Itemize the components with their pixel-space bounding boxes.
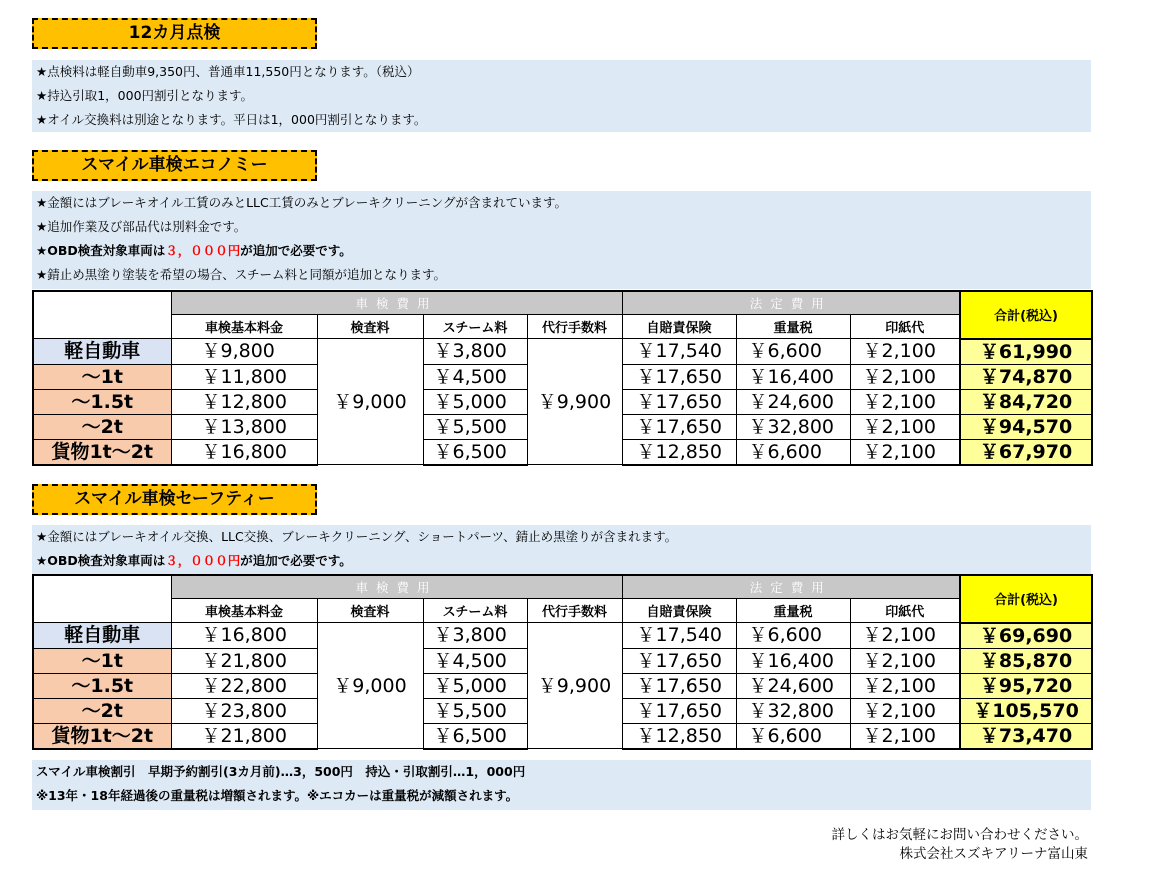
cell-agency: ￥9,900 <box>527 623 622 749</box>
row-label: 貨物1t～2t <box>33 723 171 749</box>
cell-steam: ￥5,500 <box>423 414 527 439</box>
economy-price-table <box>32 290 1093 466</box>
discount-line: ※13年・18年経過後の重量税は増額されます。※エコカーは重量税が減額されます。 <box>36 788 519 803</box>
note-line: ★オイル交換料は別途となります。平日は1，000円割引となります。 <box>36 112 427 127</box>
notes-discount <box>32 760 1091 810</box>
row-label: ～1.5t <box>33 389 171 414</box>
note-line: ★追加作業及び部品代は別料金です。 <box>36 219 247 234</box>
discount-line: スマイル車検割引 早期予約割引(3カ月前)…3，500円 持込・引取割引…1，000円 <box>36 764 526 779</box>
cell-base: ￥9,800 <box>171 339 317 365</box>
cell-stamp: ￥2,100 <box>850 673 960 698</box>
cell-total: ￥69,690 <box>960 623 1092 649</box>
cell-stamp: ￥2,100 <box>850 623 960 649</box>
cell-weight: ￥6,600 <box>736 623 850 649</box>
cell-jibai: ￥17,650 <box>622 364 736 389</box>
col-header: 代行手数料 <box>527 599 622 623</box>
note-line: ★錆止め黒塗り塗装を希望の場合、スチーム料と同額が追加となります。 <box>36 267 446 282</box>
cell-stamp: ￥2,100 <box>850 648 960 673</box>
note-line: ★金額にはブレーキオイル工賃のみとLLC工賃のみとブレーキクリーニングが含まれています。 <box>36 195 567 210</box>
cell-weight: ￥6,600 <box>736 723 850 749</box>
col-header: スチーム料 <box>423 315 527 339</box>
col-header: 印紙代 <box>850 599 960 623</box>
row-label: ～1t <box>33 648 171 673</box>
group-header-inspection-fees: 車検費用 <box>171 575 622 599</box>
col-header: 車検基本料金 <box>171 599 317 623</box>
cell-base: ￥11,800 <box>171 364 317 389</box>
cell-weight: ￥6,600 <box>736 339 850 365</box>
cell-steam: ￥4,500 <box>423 648 527 673</box>
cell-total: ￥85,870 <box>960 648 1092 673</box>
cell-base: ￥12,800 <box>171 389 317 414</box>
cell-stamp: ￥2,100 <box>850 389 960 414</box>
cell-steam: ￥3,800 <box>423 339 527 365</box>
cell-stamp: ￥2,100 <box>850 723 960 749</box>
cell-steam: ￥5,000 <box>423 389 527 414</box>
row-label: 軽自動車 <box>33 623 171 649</box>
cell-total: ￥95,720 <box>960 673 1092 698</box>
table-row <box>33 339 1092 365</box>
note-obd: ★OBD検査対象車両は３，０００円が追加で必要です。 <box>36 243 352 258</box>
cell-jibai: ￥17,650 <box>622 389 736 414</box>
group-header-legal-fees: 法定費用 <box>622 291 960 315</box>
cell-weight: ￥16,400 <box>736 648 850 673</box>
corner-cell <box>33 575 171 623</box>
cell-stamp: ￥2,100 <box>850 698 960 723</box>
cell-weight: ￥24,600 <box>736 673 850 698</box>
cell-total: ￥94,570 <box>960 414 1092 439</box>
cell-steam: ￥6,500 <box>423 439 527 465</box>
cell-agency: ￥9,900 <box>527 339 622 465</box>
cell-base: ￥21,800 <box>171 723 317 749</box>
notes-economy <box>32 191 1091 289</box>
cell-base: ￥16,800 <box>171 439 317 465</box>
cell-steam: ￥5,000 <box>423 673 527 698</box>
row-label: ～1.5t <box>33 673 171 698</box>
col-header: 検査料 <box>317 315 423 339</box>
cell-weight: ￥6,600 <box>736 439 850 465</box>
total-header: 合計(税込) <box>960 575 1092 623</box>
cell-total: ￥61,990 <box>960 339 1092 365</box>
note-line: ★金額にはブレーキオイル交換、LLC交換、ブレーキクリーニング、ショートパーツ、錆止め黒塗りが含まれます。 <box>36 529 678 544</box>
col-header: 自賠責保険 <box>622 315 736 339</box>
cell-stamp: ￥2,100 <box>850 339 960 365</box>
cell-jibai: ￥17,650 <box>622 698 736 723</box>
section-title-safety: スマイル車検セーフティー <box>32 484 317 515</box>
col-header: 印紙代 <box>850 315 960 339</box>
table-row <box>33 623 1092 649</box>
cell-jibai: ￥17,650 <box>622 414 736 439</box>
cell-steam: ￥6,500 <box>423 723 527 749</box>
cell-base: ￥21,800 <box>171 648 317 673</box>
cell-total: ￥74,870 <box>960 364 1092 389</box>
cell-weight: ￥24,600 <box>736 389 850 414</box>
footer <box>832 826 1089 864</box>
notes-safety <box>32 525 1091 574</box>
cell-jibai: ￥17,540 <box>622 623 736 649</box>
cell-jibai: ￥12,850 <box>622 723 736 749</box>
cell-total: ￥73,470 <box>960 723 1092 749</box>
col-header: スチーム料 <box>423 599 527 623</box>
cell-stamp: ￥2,100 <box>850 364 960 389</box>
cell-jibai: ￥17,540 <box>622 339 736 365</box>
cell-total: ￥84,720 <box>960 389 1092 414</box>
cell-weight: ￥32,800 <box>736 414 850 439</box>
cell-weight: ￥32,800 <box>736 698 850 723</box>
col-header: 代行手数料 <box>527 315 622 339</box>
cell-inspection: ￥9,000 <box>317 623 423 749</box>
note-line: ★点検料は軽自動車9,350円、普通車11,550円となります。（税込） <box>36 64 420 79</box>
note-line: ★持込引取1，000円割引となります。 <box>36 88 254 103</box>
col-header: 検査料 <box>317 599 423 623</box>
cell-stamp: ￥2,100 <box>850 414 960 439</box>
cell-jibai: ￥17,650 <box>622 648 736 673</box>
group-header-inspection-fees: 車検費用 <box>171 291 622 315</box>
cell-steam: ￥5,500 <box>423 698 527 723</box>
col-header: 重量税 <box>736 599 850 623</box>
row-label: 軽自動車 <box>33 339 171 365</box>
row-label: ～1t <box>33 364 171 389</box>
group-header-legal-fees: 法定費用 <box>622 575 960 599</box>
cell-total: ￥105,570 <box>960 698 1092 723</box>
footer-contact: 詳しくはお気軽にお問い合わせください。 <box>831 827 1088 843</box>
footer-company: 株式会社スズキアリーナ富山東 <box>899 846 1088 862</box>
cell-base: ￥16,800 <box>171 623 317 649</box>
row-label: ～2t <box>33 414 171 439</box>
cell-weight: ￥16,400 <box>736 364 850 389</box>
col-header: 車検基本料金 <box>171 315 317 339</box>
cell-base: ￥23,800 <box>171 698 317 723</box>
notes-12month <box>32 60 1091 132</box>
cell-base: ￥13,800 <box>171 414 317 439</box>
cell-base: ￥22,800 <box>171 673 317 698</box>
col-header: 重量税 <box>736 315 850 339</box>
cell-jibai: ￥17,650 <box>622 673 736 698</box>
cell-jibai: ￥12,850 <box>622 439 736 465</box>
corner-cell <box>33 291 171 339</box>
col-header: 自賠責保険 <box>622 599 736 623</box>
row-label: ～2t <box>33 698 171 723</box>
section-title-economy: スマイル車検エコノミー <box>32 150 317 181</box>
cell-inspection: ￥9,000 <box>317 339 423 465</box>
section-title-12month: 12カ月点検 <box>32 18 317 49</box>
note-obd: ★OBD検査対象車両は３，０００円が追加で必要です。 <box>36 553 352 568</box>
cell-steam: ￥4,500 <box>423 364 527 389</box>
cell-stamp: ￥2,100 <box>850 439 960 465</box>
row-label: 貨物1t～2t <box>33 439 171 465</box>
total-header: 合計(税込) <box>960 291 1092 339</box>
safety-price-table <box>32 574 1093 750</box>
cell-steam: ￥3,800 <box>423 623 527 649</box>
cell-total: ￥67,970 <box>960 439 1092 465</box>
